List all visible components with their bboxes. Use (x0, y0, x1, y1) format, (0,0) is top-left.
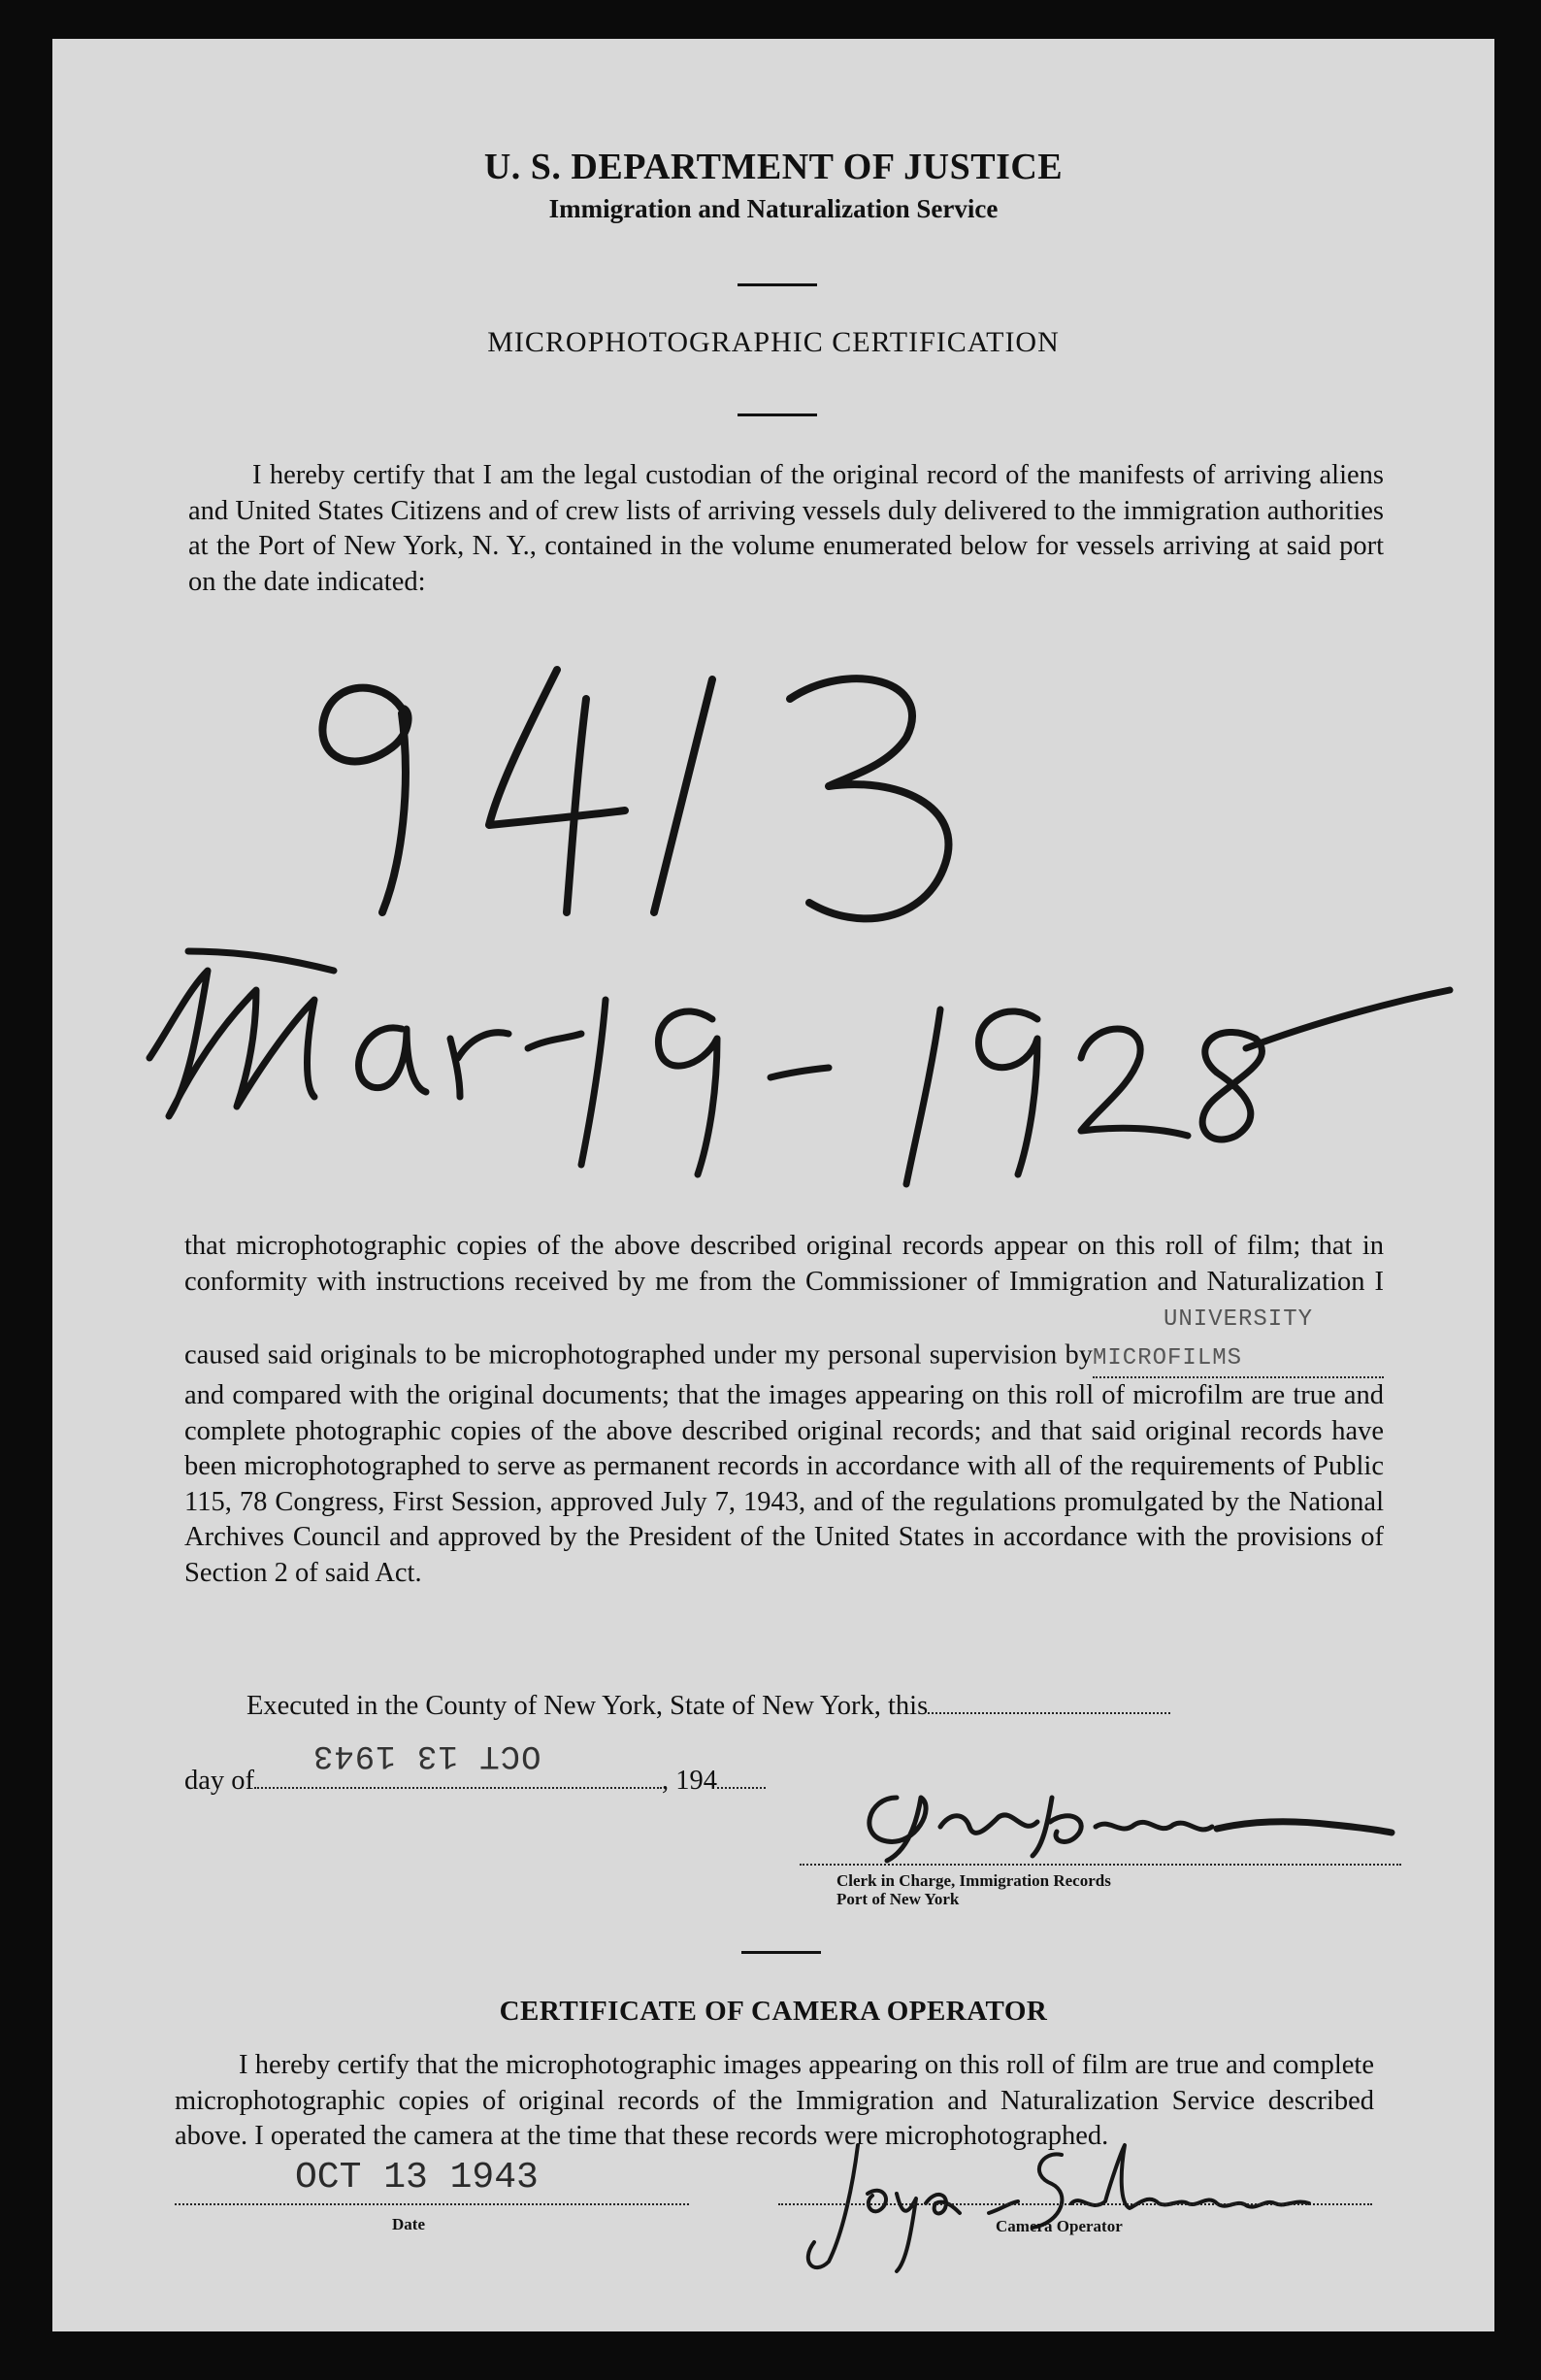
inverted-date-stamp: OCT 13 1943 (312, 1736, 541, 1773)
paragraph-2-start: that microphotographic copies of the above described original records appear on this roll of film; that in conformity with instructions received by me from the Commissioner of Immigration and Naturalization I caused said originals to be microphotographed under my personal supervision by (184, 1231, 1384, 1371)
date-label: Date (392, 2215, 425, 2233)
camera-operator-title: CERTIFICATE OF CAMERA OPERATOR (499, 1996, 1048, 2027)
day-of-fill-line (254, 1736, 662, 1789)
certification-paragraph-2 (184, 1229, 1384, 1591)
clerk-signature-line (800, 1864, 1401, 1866)
certification-paragraph-1: I hereby certify that I am the legal custodian of the original record of the manifests of arriving aliens and United States Citizens and of crew lists of arriving vessels duly delivered to the immigration authorities at the Port of New York, N. Y., contained in the volume enumerated below for vessels arriving at said port on the date indicated: (188, 460, 1384, 597)
divider (738, 413, 817, 416)
camera-operator-paragraph: I hereby certify that the microphotographic images appearing on this roll of film are true and complete microphotographic copies of original records of the Immigration and Naturalization Service described above. I operated the camera at the time that these records were microphotographed. (175, 2050, 1374, 2151)
service-subheading: Immigration and Naturalization Service (548, 194, 999, 223)
handwritten-volume-number (266, 641, 1003, 951)
date-fill-line (175, 2203, 689, 2205)
clerk-title-line-1: Clerk in Charge, Immigration Records (836, 1871, 1111, 1890)
paragraph-2-end: and compared with the original documents; that the images appearing on this roll of microfilm are true and complete photographic copies of the above described original records; and that said original records have been microphotographed to serve as permanent records in accordance with all of the requirements of Public 115, 78 Congress, First Session, approved July 7, 1943, and of the regulations promulgated by the National Archives Council and approved by the President of the United States in accordance with the provisions of Section 2 of said Act. (184, 1380, 1384, 1588)
divider (741, 1951, 821, 1954)
divider (738, 283, 817, 286)
photographer-fill-line (1093, 1300, 1384, 1378)
photographer-name: UNIVERSITY MICROFILMS (1093, 1306, 1314, 1372)
operator-date-stamp: OCT 13 1943 (295, 2157, 539, 2198)
operator-label: Camera Operator (996, 2217, 1123, 2235)
handwritten-arrival-date (111, 912, 1498, 1242)
department-heading: U. S. DEPARTMENT OF JUSTICE (483, 147, 1064, 187)
clerk-signature (829, 1768, 1411, 1875)
clerk-title (836, 1871, 1111, 1908)
year-label: , 194 (662, 1766, 718, 1796)
executed-text: Executed in the County of New York, State of New York, this (246, 1691, 929, 1721)
certificate-sheet (52, 39, 1494, 2331)
clerk-title-line-2: Port of New York (836, 1890, 960, 1908)
executed-fill-line (928, 1691, 1170, 1714)
executed-line (246, 1691, 1170, 1722)
day-of-line (184, 1736, 766, 1797)
certification-title: MICROPHOTOGRAPHIC CERTIFICATION (487, 326, 1060, 358)
year-fill-line (717, 1766, 766, 1789)
day-of-label: day of (184, 1766, 255, 1796)
operator-signature-line (778, 2203, 1372, 2205)
